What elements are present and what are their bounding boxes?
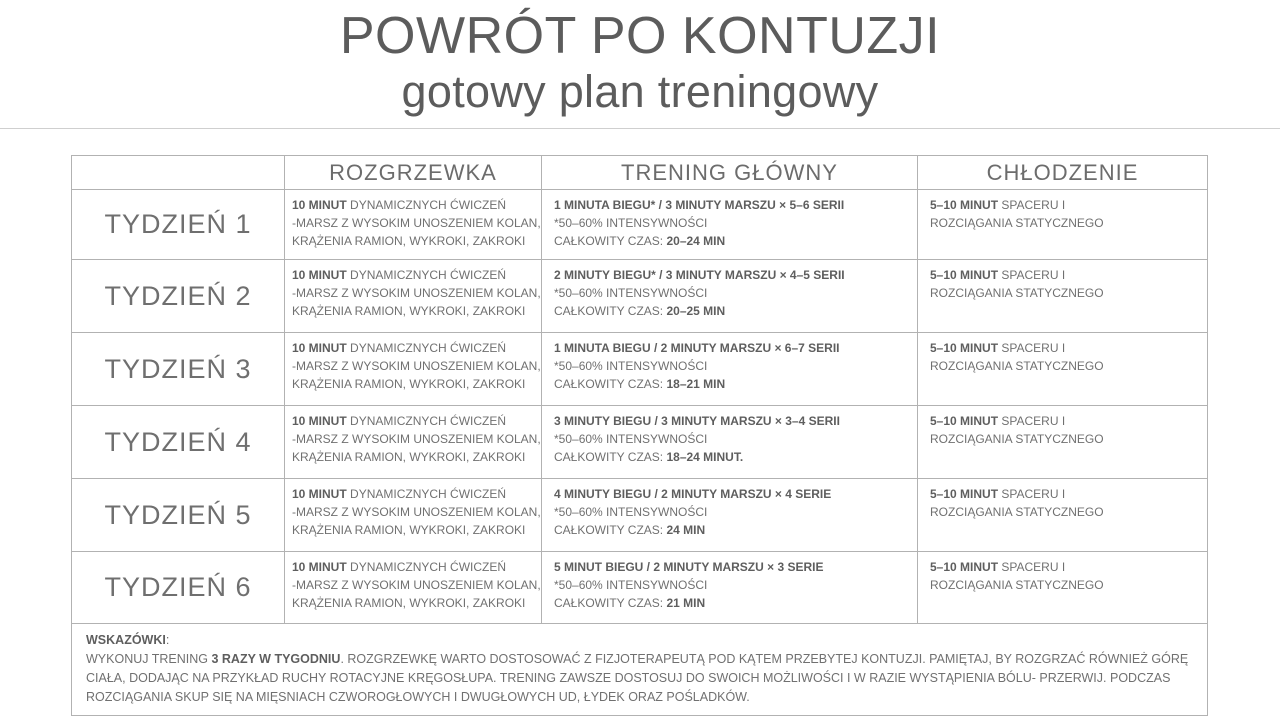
warmup-cell bbox=[284, 479, 541, 551]
main-line-3: CAŁKOWITY CZAS: 20–25 MIN bbox=[554, 304, 726, 318]
main-training-cell bbox=[541, 190, 917, 259]
main-line-2: *50–60% INTENSYWNOŚCI bbox=[554, 359, 708, 373]
tips-cell bbox=[72, 624, 1207, 715]
main-training-cell bbox=[541, 479, 917, 551]
warmup-line-1: 10 MINUT DYNAMICZNYCH ĆWICZEŃ bbox=[292, 341, 507, 355]
main-line-2: *50–60% INTENSYWNOŚCI bbox=[554, 286, 708, 300]
cooldown-line-2: ROZCIĄGANIA STATYCZNEGO bbox=[930, 432, 1104, 446]
tips-body: WYKONUJ TRENING 3 RAZY W TYGODNIU. ROZGRZEWKĘ WARTO DOSTOSOWAĆ Z FIZJOTERAPEUTĄ POD KĄTEM PRZEBYTEJ KONTUZJI. PAMIĘTAJ, BY ROZGRZAĆ RÓWNIEŻ GÓRĘ CIAŁA, DODAJĄC NA PRZYKŁAD RUCHY ROTACYJNE KRĘGOSŁUPA. TRENING ZAWSZE DOSTOSUJ DO SWOICH MOŻLIWOŚCI I W RAZIE WYSTĄPIENIA BÓLU- PRZERWIJ. PODCZAS ROZCIĄGANIA SKUP SIĘ NA MIĘSNIACH CZWOROGŁOWYCH I DWUGŁOWYCH UD, ŁYDEK ORAZ POŚLADKÓW. bbox=[86, 652, 1189, 704]
header-cell-cooldown: CHŁODZENIE bbox=[917, 156, 1207, 189]
main-line-2: *50–60% INTENSYWNOŚCI bbox=[554, 505, 708, 519]
warmup-line-1: 10 MINUT DYNAMICZNYCH ĆWICZEŃ bbox=[292, 268, 507, 282]
warmup-cell bbox=[284, 406, 541, 478]
tips-heading: WSKAZÓWKI: bbox=[86, 633, 170, 647]
week-label: TYDZIEŃ 5 bbox=[104, 499, 252, 530]
main-training-cell bbox=[541, 333, 917, 405]
table-row-week-3 bbox=[72, 332, 1207, 405]
main-line-3: CAŁKOWITY CZAS: 18–24 MINUT. bbox=[554, 450, 744, 464]
warmup-line-2: -MARSZ Z WYSOKIM UNOSZENIEM KOLAN, bbox=[292, 578, 541, 592]
main-training-cell bbox=[541, 260, 917, 332]
table-row-week-2 bbox=[72, 259, 1207, 332]
main-line-2: *50–60% INTENSYWNOŚCI bbox=[554, 432, 708, 446]
cooldown-line-1: 5–10 MINUT SPACERU I bbox=[930, 560, 1066, 574]
cooldown-cell bbox=[917, 260, 1207, 332]
warmup-line-1: 10 MINUT DYNAMICZNYCH ĆWICZEŃ bbox=[292, 414, 507, 428]
main-line-3: CAŁKOWITY CZAS: 18–21 MIN bbox=[554, 377, 726, 391]
title-divider bbox=[0, 128, 1280, 129]
header-cell-warmup: ROZGRZEWKA bbox=[284, 156, 541, 189]
header-cell-week bbox=[72, 156, 284, 189]
header-cell-main: TRENING GŁÓWNY bbox=[541, 156, 917, 189]
cooldown-line-1: 5–10 MINUT SPACERU I bbox=[930, 414, 1066, 428]
warmup-line-3: KRĄŻENIA RAMION, WYKROKI, ZAKROKI bbox=[292, 234, 526, 248]
warmup-line-3: KRĄŻENIA RAMION, WYKROKI, ZAKROKI bbox=[292, 377, 526, 391]
warmup-line-1: 10 MINUT DYNAMICZNYCH ĆWICZEŃ bbox=[292, 198, 507, 212]
warmup-cell bbox=[284, 552, 541, 623]
warmup-line-3: KRĄŻENIA RAMION, WYKROKI, ZAKROKI bbox=[292, 596, 526, 610]
main-line-3: CAŁKOWITY CZAS: 21 MIN bbox=[554, 596, 706, 610]
cooldown-line-2: ROZCIĄGANIA STATYCZNEGO bbox=[930, 216, 1104, 230]
cooldown-cell bbox=[917, 479, 1207, 551]
week-label: TYDZIEŃ 3 bbox=[104, 353, 252, 384]
table-row-week-6 bbox=[72, 551, 1207, 623]
week-label: TYDZIEŃ 1 bbox=[104, 209, 252, 239]
main-line-1: 1 MINUTA BIEGU* / 3 MINUTY MARSZU × 5–6 SERII bbox=[554, 198, 845, 212]
cooldown-line-2: ROZCIĄGANIA STATYCZNEGO bbox=[930, 359, 1104, 373]
warmup-line-2: -MARSZ Z WYSOKIM UNOSZENIEM KOLAN, bbox=[292, 359, 541, 373]
cooldown-cell bbox=[917, 552, 1207, 623]
page-title: POWRÓT PO KONTUZJI bbox=[339, 7, 941, 65]
warmup-cell bbox=[284, 190, 541, 259]
cooldown-line-2: ROZCIĄGANIA STATYCZNEGO bbox=[930, 286, 1104, 300]
main-line-1: 3 MINUTY BIEGU / 3 MINUTY MARSZU × 3–4 SERII bbox=[554, 414, 840, 428]
warmup-cell bbox=[284, 260, 541, 332]
page-subtitle: gotowy plan treningowy bbox=[401, 66, 879, 117]
main-line-1: 4 MINUTY BIEGU / 2 MINUTY MARSZU × 4 SERIE bbox=[554, 487, 832, 501]
warmup-line-2: -MARSZ Z WYSOKIM UNOSZENIEM KOLAN, bbox=[292, 216, 541, 230]
main-training-cell bbox=[541, 406, 917, 478]
main-line-2: *50–60% INTENSYWNOŚCI bbox=[554, 578, 708, 592]
warmup-cell bbox=[284, 333, 541, 405]
warmup-line-2: -MARSZ Z WYSOKIM UNOSZENIEM KOLAN, bbox=[292, 432, 541, 446]
warmup-line-3: KRĄŻENIA RAMION, WYKROKI, ZAKROKI bbox=[292, 450, 526, 464]
warmup-line-2: -MARSZ Z WYSOKIM UNOSZENIEM KOLAN, bbox=[292, 286, 541, 300]
tips-row bbox=[72, 623, 1207, 715]
main-line-2: *50–60% INTENSYWNOŚCI bbox=[554, 216, 708, 230]
warmup-line-1: 10 MINUT DYNAMICZNYCH ĆWICZEŃ bbox=[292, 487, 507, 501]
table-row-week-5 bbox=[72, 478, 1207, 551]
cooldown-line-1: 5–10 MINUT SPACERU I bbox=[930, 198, 1066, 212]
main-line-1: 2 MINUTY BIEGU* / 3 MINUTY MARSZU × 4–5 SERII bbox=[554, 268, 845, 282]
warmup-line-3: KRĄŻENIA RAMION, WYKROKI, ZAKROKI bbox=[292, 304, 526, 318]
main-line-1: 5 MINUT BIEGU / 2 MINUTY MARSZU × 3 SERIE bbox=[554, 560, 824, 574]
main-training-cell bbox=[541, 552, 917, 623]
cooldown-line-1: 5–10 MINUT SPACERU I bbox=[930, 487, 1066, 501]
warmup-line-2: -MARSZ Z WYSOKIM UNOSZENIEM KOLAN, bbox=[292, 505, 541, 519]
main-line-3: CAŁKOWITY CZAS: 20–24 MIN bbox=[554, 234, 726, 248]
table-row-week-4 bbox=[72, 405, 1207, 478]
table-row-week-1 bbox=[72, 189, 1207, 259]
cooldown-line-2: ROZCIĄGANIA STATYCZNEGO bbox=[930, 505, 1104, 519]
training-plan-table bbox=[71, 155, 1208, 716]
cooldown-line-1: 5–10 MINUT SPACERU I bbox=[930, 268, 1066, 282]
cooldown-line-2: ROZCIĄGANIA STATYCZNEGO bbox=[930, 578, 1104, 592]
main-line-1: 1 MINUTA BIEGU / 2 MINUTY MARSZU × 6–7 SERII bbox=[554, 341, 840, 355]
warmup-line-1: 10 MINUT DYNAMICZNYCH ĆWICZEŃ bbox=[292, 560, 507, 574]
cooldown-cell bbox=[917, 333, 1207, 405]
warmup-line-3: KRĄŻENIA RAMION, WYKROKI, ZAKROKI bbox=[292, 523, 526, 537]
cooldown-cell bbox=[917, 406, 1207, 478]
title-block bbox=[0, 6, 1280, 118]
week-label: TYDZIEŃ 4 bbox=[104, 426, 252, 457]
table-header-row bbox=[72, 156, 1207, 189]
cooldown-cell bbox=[917, 190, 1207, 259]
main-line-3: CAŁKOWITY CZAS: 24 MIN bbox=[554, 523, 706, 537]
cooldown-line-1: 5–10 MINUT SPACERU I bbox=[930, 341, 1066, 355]
week-label: TYDZIEŃ 2 bbox=[104, 280, 252, 311]
week-label: TYDZIEŃ 6 bbox=[104, 572, 252, 602]
